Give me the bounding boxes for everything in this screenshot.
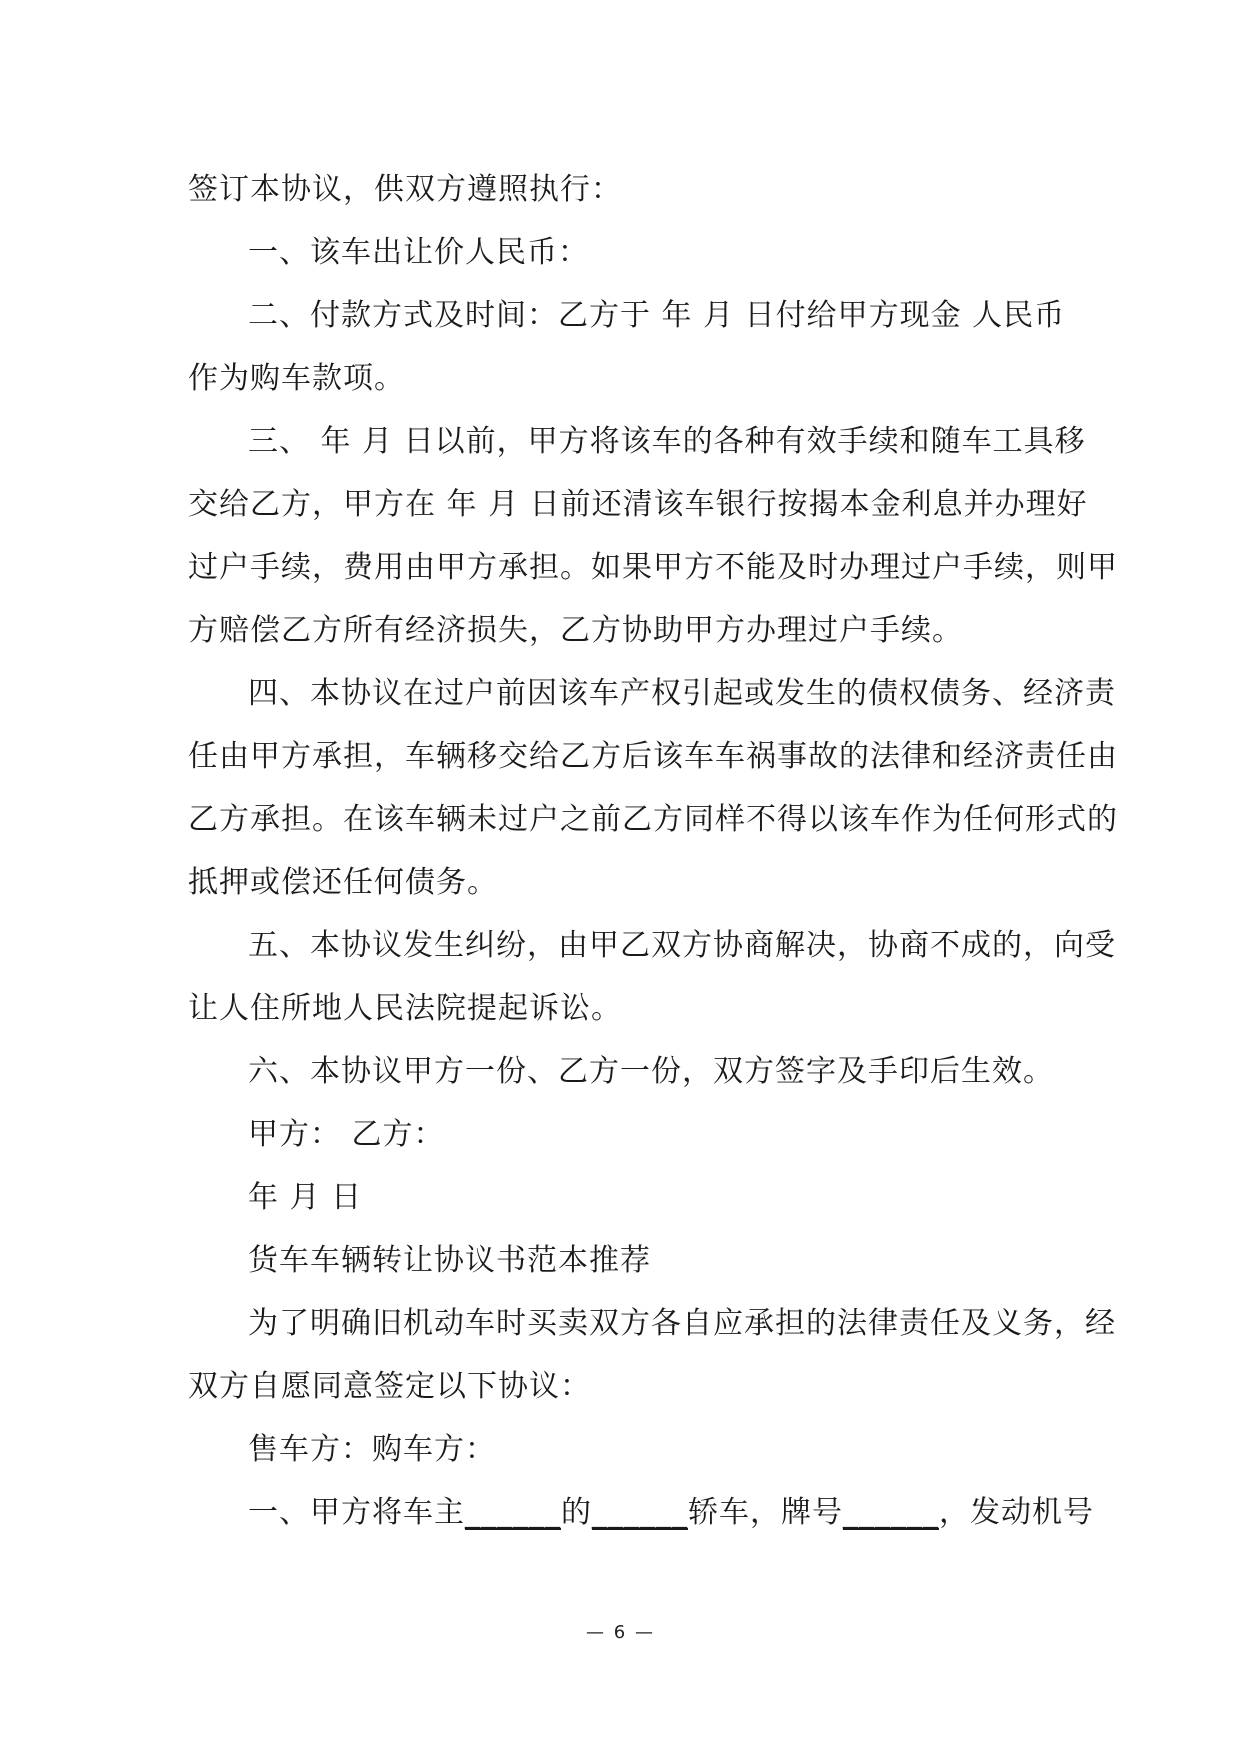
line-text: 五、本协议发生纠纷，由甲乙双方协商解决，协商不成的，向受 [248,928,1116,963]
line-text: 乙方承担。在该车辆未过户之前乙方同样不得以该车作为任何形式的 [188,802,1118,837]
paragraph-line [188,662,1116,725]
blank-plate-number: ______ [843,1495,939,1530]
paragraph-line [188,1040,1060,1103]
paragraph-line [188,977,1060,1040]
clause-text: 一、甲方将车主 [248,1495,465,1530]
paragraph-line [188,1418,1060,1481]
line-text: 签订本协议，供双方遵照执行： [188,172,622,207]
line-text: 过户手续，费用由甲方承担。如果甲方不能及时办理过户手续，则甲 [188,550,1118,585]
paragraph-line [188,1292,1116,1355]
clause-text: ，发动机号 [939,1495,1094,1530]
paragraph-line [188,473,1088,536]
paragraph-line [188,851,1060,914]
line-text: 四、本协议在过户前因该车产权引起或发生的债权债务、经济责 [248,676,1116,711]
paragraph-line [188,347,1060,410]
line-text: 为了明确旧机动车时买卖双方各自应承担的法律责任及义务，经 [248,1306,1116,1341]
clause-text: 的 [561,1495,592,1530]
clause-text: 轿车，牌号 [688,1495,843,1530]
line-text: 售车方：购车方： [248,1432,496,1467]
paragraph-line [188,788,1118,851]
line-text: 抵押或偿还任何债务。 [188,865,498,900]
paragraph-line [188,1355,1060,1418]
line-text: 三、 年 月 日以前，甲方将该车的各种有效手续和随车工具移 [248,424,1086,459]
page-number: — 6 — [586,1622,655,1643]
paragraph-line [188,599,1060,662]
line-text: 双方自愿同意签定以下协议： [188,1369,591,1404]
line-text: 作为购车款项。 [188,361,405,396]
line-text: 甲方： 乙方： [248,1117,445,1152]
blank-car-model: ______ [592,1495,688,1530]
line-text: 六、本协议甲方一份、乙方一份，双方签字及手印后生效。 [248,1054,1054,1089]
paragraph-line [188,158,1060,221]
paragraph-line [188,410,1086,473]
line-text: 年 月 日 [248,1180,363,1215]
line-text: 任由甲方承担，车辆移交给乙方后该车车祸事故的法律和经济责任由 [188,739,1118,774]
paragraph-line [188,284,1066,347]
paragraph-line [188,1166,1060,1229]
paragraph-line [188,221,1060,284]
line-text: 交给乙方，甲方在 年 月 日前还清该车银行按揭本金利息并办理好 [188,487,1088,522]
line-text: 货车车辆转让协议书范本推荐 [248,1243,651,1278]
paragraph-line [188,1103,1060,1166]
paragraph-line [188,914,1116,977]
paragraph-line [188,725,1118,788]
blank-owner: ______ [465,1495,561,1530]
paragraph-line [188,1229,1060,1292]
line-text: 让人住所地人民法院提起诉讼。 [188,991,622,1026]
line-text: 方赔偿乙方所有经济损失，乙方协助甲方办理过户手续。 [188,613,963,648]
paragraph-line-last [188,1481,1094,1544]
line-text: 二、付款方式及时间：乙方于 年 月 日付给甲方现金 人民币 [248,298,1066,333]
line-text: 一、该车出让价人民币： [248,235,589,270]
paragraph-line [188,536,1118,599]
